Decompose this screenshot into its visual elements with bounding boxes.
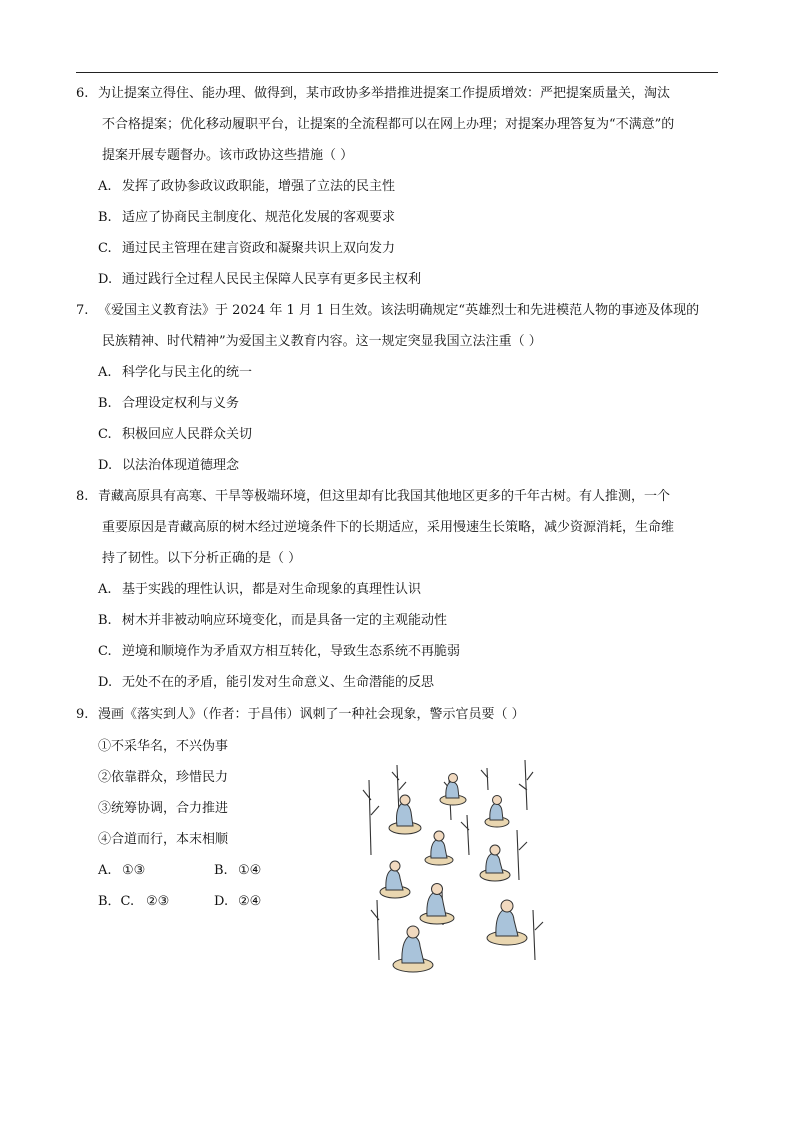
bare-tree <box>533 910 543 960</box>
option-label: C. <box>98 427 112 442</box>
stem-text: 漫画《落实到人》（作者：于昌伟）讽刺了一种社会现象，警示官员要（ ） <box>98 707 525 722</box>
question-6 <box>76 78 724 295</box>
option-c[interactable] <box>76 636 724 667</box>
option-d[interactable] <box>76 450 724 481</box>
bare-tree <box>461 815 469 855</box>
question-stem-line <box>76 481 724 512</box>
choices-row <box>98 886 338 917</box>
option-text: ①④ <box>238 863 262 878</box>
question-number: 7. <box>76 303 89 318</box>
stem-text: 为让提案立得住、能办理、做得到，某市政协多举措推进提案工作提质增效：严把提案质量关，淘汰 <box>98 86 671 101</box>
option-a[interactable] <box>76 171 724 202</box>
bare-tree <box>517 830 527 880</box>
seated-figure <box>490 804 503 820</box>
bare-tree <box>371 900 379 960</box>
stem-text: 《爱国主义教育法》于 2024 年 1 月 1 日生效。该法明确规定“英雄烈士和先进模范人物的事迹及体现的 <box>98 303 700 318</box>
option-label: C. <box>98 644 112 659</box>
stem-text: 青藏高原具有高寒、干旱等极端环境，但这里却有比我国其他地区更多的千年古树。有人推测，一个 <box>98 489 671 504</box>
bare-tree <box>519 760 533 810</box>
option-label: B. <box>98 396 112 411</box>
seated-figure <box>402 936 424 963</box>
stem-text: 提案开展专题督办。该市政协这些措施（ ） <box>102 148 354 163</box>
option-text: 无处不在的矛盾，能引发对生命意义、生命潜能的反思 <box>122 675 435 690</box>
statement-2: ②依靠群众，珍惜民力 <box>98 770 229 785</box>
option-a[interactable] <box>76 357 724 388</box>
stem-text: 民族精神、时代精神”为爱国主义教育内容。这一规定突显我国立法注重（ ） <box>102 334 542 349</box>
option-label: A. <box>98 179 112 194</box>
cartoon-illustration <box>357 760 557 978</box>
figure-head <box>493 796 502 805</box>
option-label: A. <box>98 365 112 380</box>
option-text: 基于实践的理性认识，都是对生命现象的真理性认识 <box>122 582 422 597</box>
option-text: 积极回应人民群众关切 <box>122 427 253 442</box>
option-text: 合理设定权利与义务 <box>122 396 240 411</box>
option-text: 科学化与民主化的统一 <box>122 365 253 380</box>
option-b[interactable] <box>76 388 724 419</box>
statement-1: ①不采华名，不兴伪事 <box>98 739 229 754</box>
option-text: 逆境和顺境作为矛盾双方相互转化，导致生态系统不再脆弱 <box>122 644 461 659</box>
seated-figure <box>431 840 447 858</box>
statement-4: ④合道而行，本末相顺 <box>98 832 229 847</box>
option-label: C. <box>98 241 112 256</box>
seated-figure <box>486 854 503 873</box>
option-text: 发挥了政协参政议政职能，增强了立法的民主性 <box>122 179 396 194</box>
figure-head <box>407 926 419 938</box>
header-rule <box>76 72 718 73</box>
figure-head <box>501 900 513 912</box>
option-label: D. <box>214 894 229 909</box>
question-9 <box>76 699 724 730</box>
question-number: 9. <box>76 707 89 722</box>
option-b[interactable] <box>214 855 330 886</box>
option-text: ②③ <box>146 894 170 909</box>
option-a[interactable] <box>76 574 724 605</box>
question-stem-line <box>76 78 724 109</box>
option-label: D. <box>98 272 113 287</box>
option-text: ①③ <box>122 863 146 878</box>
figure-head <box>434 831 444 841</box>
option-label: B. <box>214 863 228 878</box>
option-label: B．C. <box>98 894 135 909</box>
stem-text: 不合格提案；优化移动履职平台，让提案的全流程都可以在网上办理；对提案办理答复为“不满意”的 <box>102 117 675 132</box>
figure-head <box>390 861 400 871</box>
stem-text: 重要原因是青藏高原的树木经过逆境条件下的长期适应，采用慢速生长策略，减少资源消耗，生命维 <box>102 520 675 535</box>
statement-3: ③统筹协调，合力推进 <box>98 801 229 816</box>
question-number: 8. <box>76 489 89 504</box>
option-b[interactable] <box>76 202 724 233</box>
option-label: B. <box>98 613 112 628</box>
q9-statements <box>98 731 338 917</box>
option-d[interactable] <box>76 667 724 698</box>
option-label: B. <box>98 210 112 225</box>
option-c[interactable] <box>76 419 724 450</box>
seated-figure <box>386 870 403 890</box>
figure-head <box>490 845 500 855</box>
question-7 <box>76 295 724 481</box>
option-label: A. <box>98 582 112 597</box>
question-number: 6. <box>76 86 89 101</box>
bare-tree <box>363 780 379 855</box>
option-d[interactable] <box>214 886 330 917</box>
seated-figure <box>397 804 414 826</box>
question-8 <box>76 481 724 698</box>
option-text: ②④ <box>238 894 262 909</box>
option-label: D. <box>98 458 113 473</box>
option-b[interactable] <box>76 605 724 636</box>
bare-tree <box>481 768 488 790</box>
option-text: 以法治体现道德理念 <box>122 458 240 473</box>
question-stem-line <box>76 699 724 730</box>
figures-on-stumps <box>380 774 527 973</box>
option-a[interactable] <box>98 855 214 886</box>
option-text: 通过民主管理在建言资政和凝聚共识上双向发力 <box>122 241 396 256</box>
option-text: 适应了协商民主制度化、规范化发展的客观要求 <box>122 210 396 225</box>
option-text: 树木并非被动响应环境变化，而是具备一定的主观能动性 <box>122 613 448 628</box>
figure-head <box>449 774 458 783</box>
figure-head <box>400 795 410 805</box>
option-label: A. <box>98 863 112 878</box>
seated-figure <box>427 893 446 916</box>
figure-head <box>432 884 443 895</box>
option-c[interactable] <box>76 233 724 264</box>
seated-figure <box>446 782 459 798</box>
seated-figure <box>496 910 518 936</box>
option-d[interactable] <box>76 264 724 295</box>
choices-row <box>98 855 338 886</box>
question-stem-line <box>76 295 724 326</box>
option-text: 通过践行全过程人民民主保障人民享有更多民主权利 <box>122 272 422 287</box>
option-label: D. <box>98 675 113 690</box>
option-c[interactable] <box>98 886 214 917</box>
stem-text: 持了韧性。以下分析正确的是（ ） <box>102 551 302 566</box>
